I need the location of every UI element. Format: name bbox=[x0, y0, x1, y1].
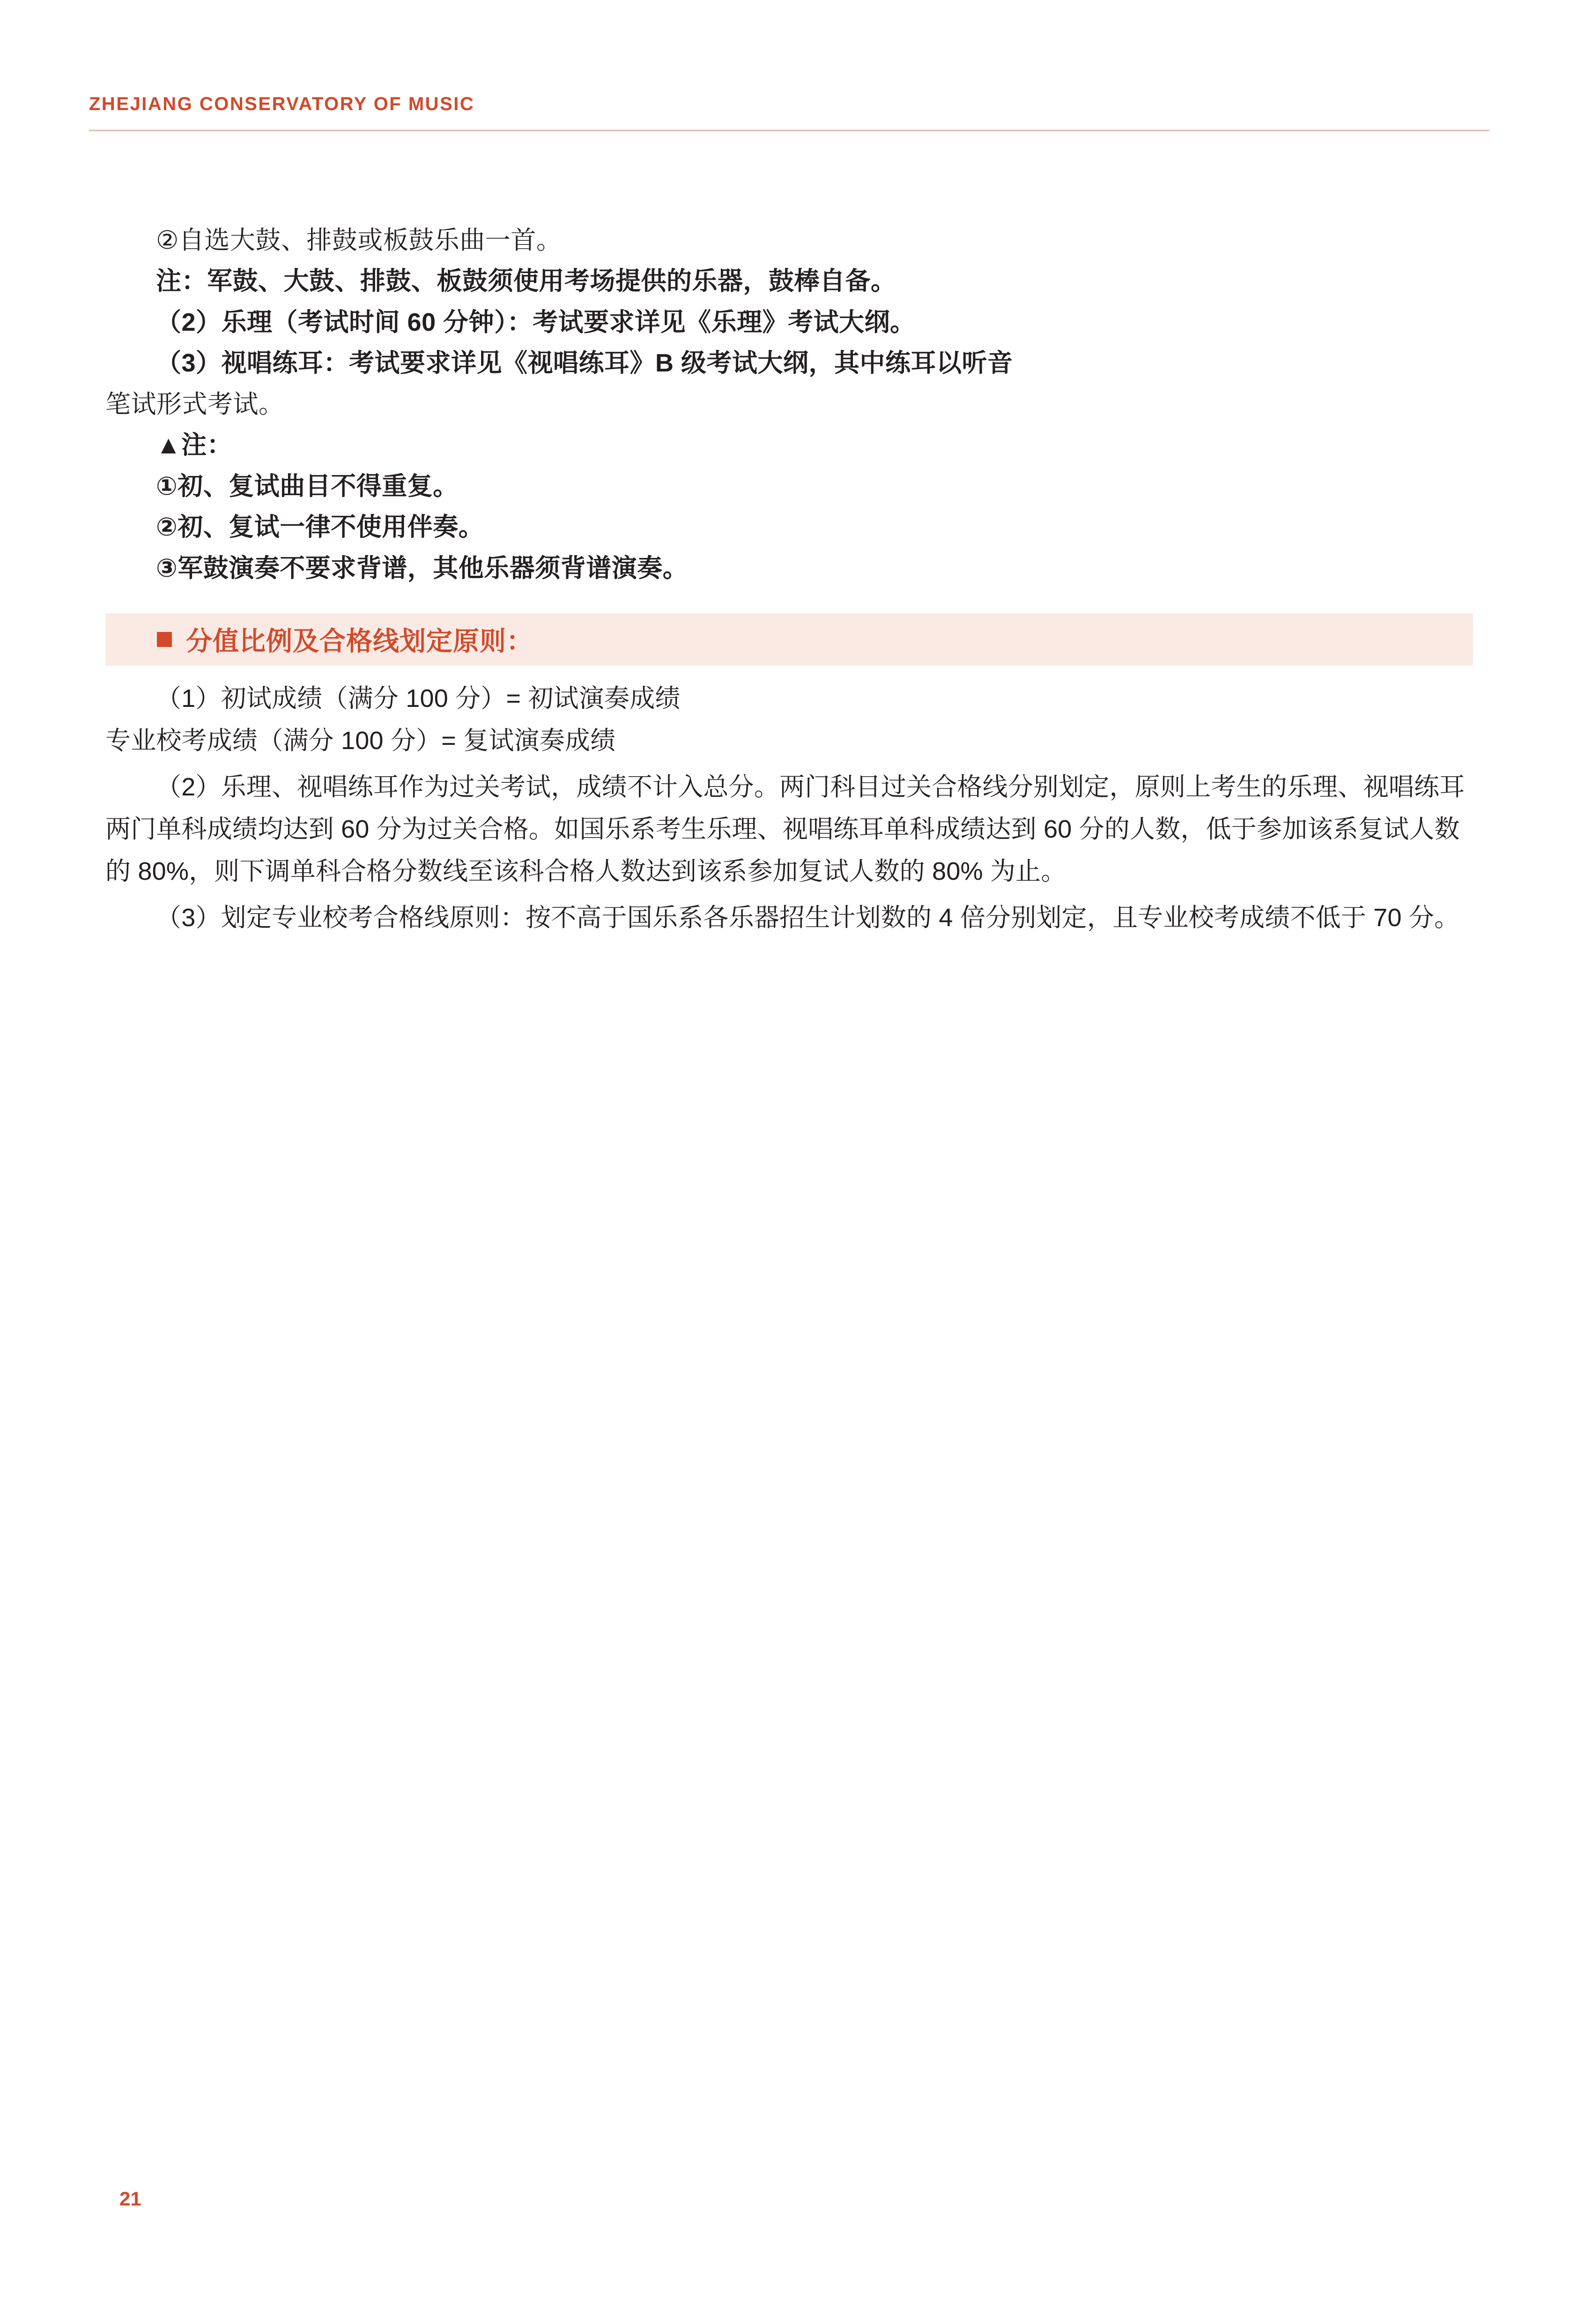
body-line-note-header: ▲注： bbox=[156, 431, 232, 460]
institution-name: ZHEJIANG CONSERVATORY OF MUSIC bbox=[89, 94, 475, 114]
page-header bbox=[89, 94, 1489, 131]
page-content bbox=[105, 220, 1473, 939]
paragraph-scoring-1b: 专业校考成绩（满分 100 分）= 复试演奏成绩 bbox=[105, 726, 616, 755]
body-line-note-2: ②初、复试一律不使用伴奏。 bbox=[156, 513, 484, 542]
page-number: 21 bbox=[119, 2188, 141, 2210]
header-divider bbox=[89, 130, 1489, 131]
body-line-note: 注：军鼓、大鼓、排鼓、板鼓须使用考场提供的乐器，鼓棒自备。 bbox=[156, 267, 896, 296]
section-heading-label: 分值比例及合格线划定原则： bbox=[186, 626, 533, 656]
body-line-continuation: 笔试形式考试。 bbox=[105, 390, 284, 418]
body-line-item-3: （3）视唱练耳：考试要求详见《视唱练耳》B 级考试大纲，其中练耳以听音 bbox=[156, 349, 1013, 378]
body-line: ②自选大鼓、排鼓或板鼓乐曲一首。 bbox=[156, 226, 562, 254]
paragraph-scoring-2: （2）乐理、视唱练耳作为过关考试，成绩不计入总分。两门科目过关合格线分别划定，原则上考生的乐理、视唱练耳两门单科成绩均达到 60 分为过关合格。如国乐系考生乐理、视唱练耳单科成绩达到 60 分的人数，低于参加该系复试人数的 80%，则下调单科合格分数线至该科合格人数达到该系参加复试人数的 80% 为止。 bbox=[105, 773, 1465, 885]
paragraph-scoring-3: （3）划定专业校考合格线原则：按不高于国乐系各乐器招生计划数的 4 倍分别划定，且专业校考成绩不低于 70 分。 bbox=[156, 904, 1460, 932]
section-heading bbox=[105, 613, 1473, 666]
square-bullet-icon bbox=[157, 632, 172, 647]
paragraph-scoring-1: （1）初试成绩（满分 100 分）= 初试演奏成绩 bbox=[156, 684, 681, 713]
body-line-item-2: （2）乐理（考试时间 60 分钟）：考试要求详见《乐理》考试大纲。 bbox=[156, 308, 916, 336]
page-footer bbox=[119, 2188, 141, 2210]
body-line-note-3: ③军鼓演奏不要求背谱，其他乐器须背谱演奏。 bbox=[156, 554, 689, 582]
body-line-note-1: ①初、复试曲目不得重复。 bbox=[156, 472, 459, 500]
